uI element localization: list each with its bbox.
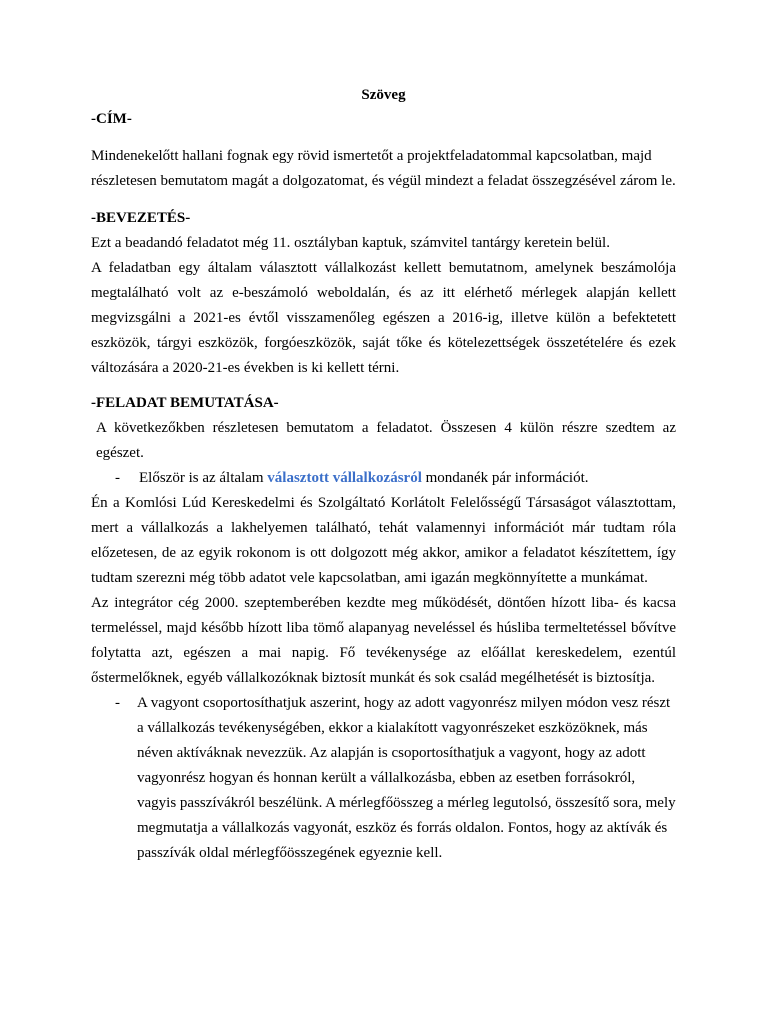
feladat-paragraph-1: A következőkben részletesen bemutatom a feladatot. Összesen 4 külön részre szedtem az egészet. [96, 420, 676, 461]
bullet-text [139, 466, 676, 491]
company-link[interactable]: választott vállalkozásról [267, 470, 422, 486]
bullet-item-2 [91, 691, 676, 866]
bevezetes-paragraph-2: A feladatban egy általam választott vállalkozást kellett bemutatnom, amelynek beszámolója megtalálható volt az e-beszámoló weboldalán, és az itt elérhető mérlegek alapján kellett megvizsgálni a 2021-es évtől visszamenőleg egészen a 2016-ig, illetve külön a befektetett eszközök, tárgyi eszközök, forgóeszközök, saját tőke és kötelezettségek összetételére és ezek változására a 2020-21-es években is ki kellett térni. [91, 260, 676, 376]
document-title: Szöveg [361, 87, 406, 103]
bevezetes-heading: -BEVEZETÉS- [91, 210, 191, 226]
bullet-text: A vagyont csoportosíthatjuk aszerint, hogy az adott vagyonrész milyen módon vesz részt a vállalkozás tevékenységében, ekkor a kialakított vagyonrészeket eszközöknek, más néven aktíváknak nevezzük. Az alapján is csoportosíthatjuk a vagyont, hogy az adott vagyonrész hogyan és honnan került a vállalkozásba, ebben az esetben forrásokról, vagyis passzívákról beszélünk. A mérlegfőösszeg a mérleg legutolsó, összesítő sora, mely megmutatja a vállalkozás vagyonát, eszköz és forrás oldalon. Fontos, hogy az aktívák és passzívák oldal mérlegfőösszegének egyeznie kell. [137, 695, 676, 861]
feladat-heading: -FELADAT BEMUTATÁSA- [91, 395, 279, 411]
cim-heading: -CÍM- [91, 111, 132, 127]
bullet-dash: - [115, 695, 120, 711]
bevezetes-paragraph-1: Ezt a beadandó feladatot még 11. osztályban kaptuk, számvitel tantárgy keretein belül. [91, 235, 610, 251]
intro-paragraph: Mindenekelőtt hallani fognak egy rövid ismertetőt a projektfeladatommal kapcsolatban, majd részletesen bemutatom magát a dolgozatomat, és végül mindezt a feladat összegzésével zárom le. [91, 148, 676, 189]
bullet-item-1 [91, 466, 676, 491]
document-body [91, 84, 676, 866]
bullet-dash: - [115, 470, 120, 486]
feladat-paragraph-2: Én a Komlósi Lúd Kereskedelmi és Szolgáltató Korlátolt Felelősségű Társaságot választottam, mert a vállalkozás a lakhelyemen található, tehát valamennyi információt már tudtam róla előzetesen, de az egyik rokonom is ott dolgozott még akkor, amikor a feladatot készítettem, így tudtam szerezni még több adatot vele kapcsolatban, ami igazán megkönnyítette a munkámat. [91, 495, 676, 586]
bullet-text-before: Először is az általam [139, 470, 268, 486]
bullet-text-after: mondanék pár információt. [421, 470, 589, 486]
feladat-paragraph-3: Az integrátor cég 2000. szeptemberében kezdte meg működését, döntően hízott liba- és kacsa termeléssel, majd később hízott liba tömő alapanyag neveléssel és húsliba termeltetéssel bővítve folytatta azt, egészen a mai napig. Fő tevékenysége az előállat kereskedelem, ezentúl őstermelőknek, egyéb vállalkozóknak biztosít munkát és sok család megélhetését is biztosítja. [91, 595, 676, 686]
